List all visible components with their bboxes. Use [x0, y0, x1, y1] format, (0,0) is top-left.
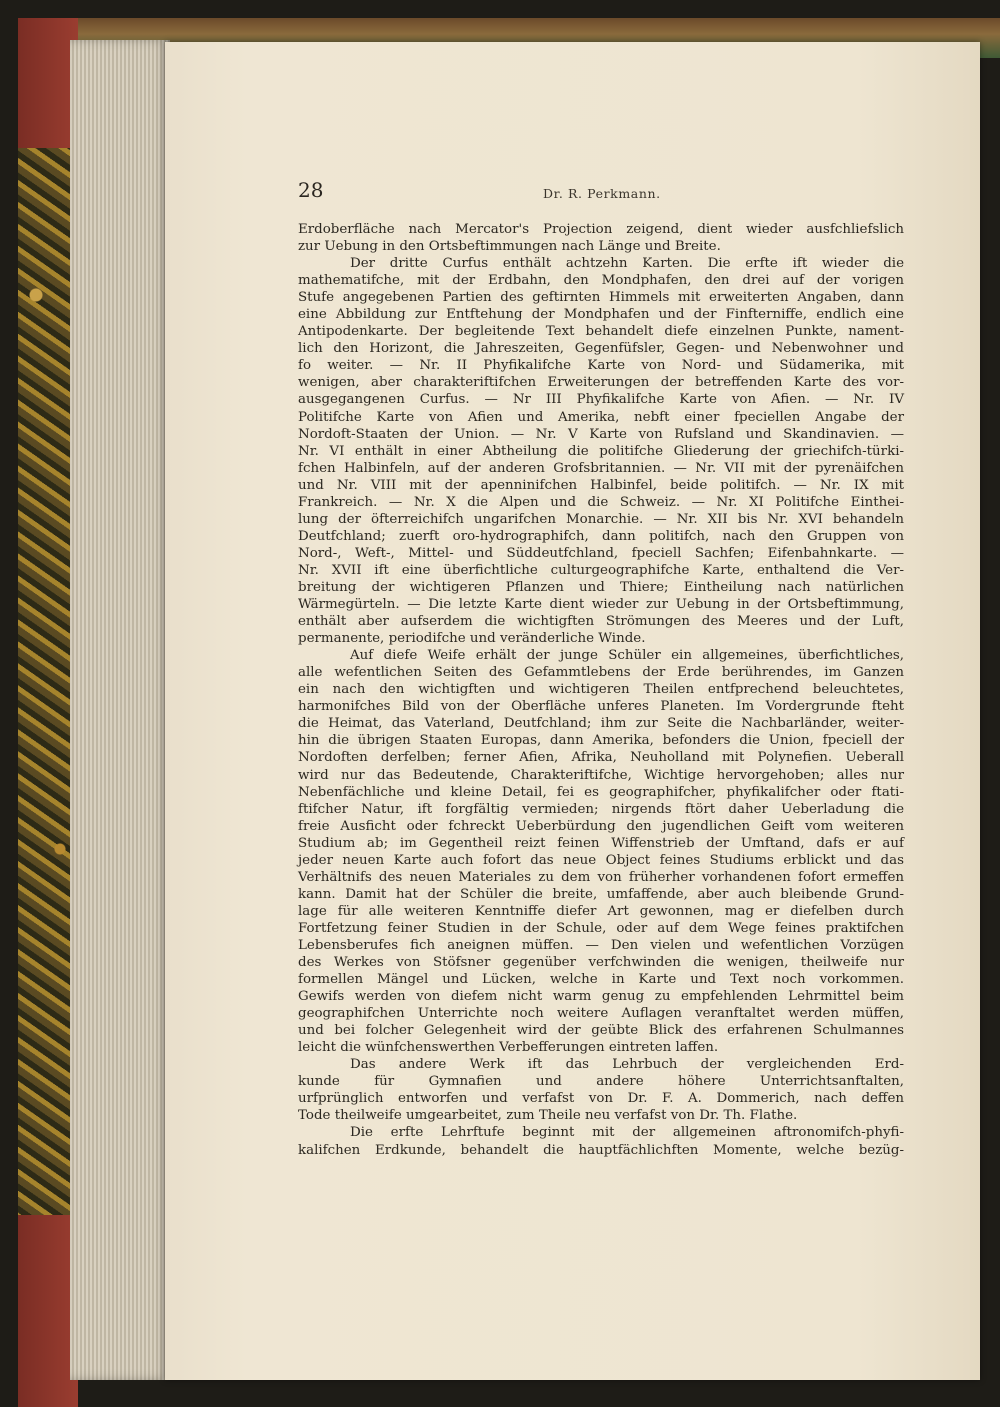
text-line: wird nur das Bedeutende, Charakteriftifche, Wichtige hervorgehoben; alles nur: [298, 767, 904, 783]
page-header: [298, 178, 904, 208]
text-line: leicht die wünfchenswerthen Verbefferungen eintreten laffen.: [298, 1040, 719, 1056]
text-line: des Werkes von Stöfsner gegenüber verfchwinden die wenigen, theilweife nur: [298, 955, 904, 971]
text-line: alle wefentlichen Seiten des Gefammtlebens der Erde berührendes, im Ganzen: [298, 665, 904, 681]
text-line: wenigen, aber charakteriftifchen Erweiterungen der betreffenden Karte des vor-: [298, 375, 904, 391]
text-line: ausgegangenen Curfus. — Nr III Phyfikalifche Karte von Afien. — Nr. IV: [298, 392, 904, 408]
text-line: eine Abbildung zur Entftehung der Mondphafen und der Finfterniffe, endlich eine: [298, 307, 904, 323]
running-head: Dr. R. Perkmann.: [543, 186, 661, 201]
text-line: Fortfetzung feiner Studien in der Schule, oder auf dem Wege feines praktifchen: [298, 920, 904, 936]
text-line: und bei folcher Gelegenheit wird der geübte Blick des erfahrenen Schulmannes: [298, 1023, 904, 1039]
text-line: formellen Mängel und Lücken, welche in Karte und Text noch vorkommen.: [298, 972, 904, 988]
text-line: permanente, periodifche und veränderliche Winde.: [298, 631, 646, 647]
text-line: urfprünglich entworfen und verfafst von Dr. F. A. Dommerich, nach deffen: [298, 1091, 904, 1107]
text-line: kunde für Gymnafien und andere höhere Unterrichtsanftalten,: [298, 1074, 904, 1090]
leather-corner-bottom: [18, 1215, 78, 1407]
text-line: Auf diefe Weife erhält der junge Schüler ein allgemeines, überfichtliches,: [350, 648, 904, 664]
text-line: Studium ab; im Gegentheil reizt feinen Wiffenstrieb der Umftand, dafs er auf: [298, 835, 904, 851]
text-line: Erdoberfläche nach Mercator's Projection zeigend, dient wieder ausfchliefslich: [298, 222, 904, 237]
text-line: die Heimat, das Vaterland, Deutfchland; ihm zur Seite die Nachbarländer, weiter-: [298, 716, 904, 732]
text-line: Die erfte Lehrftufe beginnt mit der allgemeinen aftronomifch-phyfi-: [350, 1125, 904, 1141]
text-line: hin die übrigen Staaten Europas, dann Amerika, befonders die Union, fpeciell der: [298, 733, 904, 749]
text-line: Lebensberufes fich aneignen müffen. — Den vielen und wefentlichen Vorzügen: [298, 937, 904, 953]
text-line: Tode theilweife umgearbeitet, zum Theile neu verfafst von Dr. Th. Flathe.: [298, 1108, 798, 1124]
text-line: fo weiter. — Nr. II Phyfikalifche Karte von Nord- und Südamerika, mit: [298, 358, 904, 374]
text-line: Nr. XVII ift eine überfichtliche culturgeographifche Karte, enthaltend die Ver-: [298, 562, 904, 578]
text-line: mathematifche, mit der Erdbahn, den Mondphafen, den drei auf der vorigen: [298, 273, 904, 289]
text-line: zur Uebung in den Ortsbeftimmungen nach Länge und Breite.: [298, 239, 721, 255]
text-line: breitung der wichtigeren Pflanzen und Thiere; Eintheilung nach natürlichen: [298, 579, 904, 595]
text-line: Das andere Werk ift das Lehrbuch der vergleichenden Erd-: [350, 1057, 904, 1073]
text-line: Nr. VI enthält in einer Abtheilung die politifche Gliederung der griechifch-türki-: [298, 443, 904, 459]
text-line: kalifchen Erdkunde, behandelt die hauptfächlichften Momente, welche bezüg-: [298, 1142, 904, 1158]
text-line: ftifcher Natur, ift forgfältig vermieden; nirgends ftört daher Ueberladung die: [298, 801, 904, 817]
text-line: Deutfchland; zuerft oro-hydrographifch, dann politifch, nach den Gruppen von: [298, 528, 904, 544]
page-edges: [70, 40, 170, 1380]
text-line: und Nr. VIII mit der apenninifchen Halbinfel, beide politifch. — Nr. IX mit: [298, 477, 904, 493]
text-line: Nord-, Weft-, Mittel- und Süddeutfchland, fpeciell Sachfen; Eifenbahnkarte. —: [298, 545, 904, 561]
page-number: 28: [298, 178, 324, 202]
text-line: Gewifs werden von diefem nicht warm genug zu empfehlenden Lehrmittel beim: [298, 989, 904, 1005]
text-line: kann. Damit hat der Schüler die breite, umfaffende, aber auch bleibende Grund-: [298, 886, 904, 902]
text-line: ein nach den wichtigften und wichtigeren Theilen entfprechend beleuchtetes,: [298, 682, 904, 698]
text-line: harmonifches Bild von der Oberfläche unferes Planeten. Im Vordergrunde fteht: [298, 699, 904, 715]
text-line: Antipodenkarte. Der begleitende Text behandelt diefe einzelnen Punkte, nament-: [298, 324, 904, 340]
text-line: enthält aber aufserdem die wichtigften Strömungen des Meeres und der Luft,: [298, 614, 904, 630]
marbled-cover: [18, 18, 78, 1403]
text-line: Verhältnifs des neuen Materiales zu dem von früherher vorhandenen fofort ermeffen: [298, 869, 904, 885]
text-line: Nordoften derfelben; ferner Afien, Afrika, Neuholland mit Polynefien. Ueberall: [298, 750, 904, 766]
body-text: [298, 221, 904, 1159]
text-line: lich den Horizont, die Jahreszeiten, Gegenfüfsler, Gegen- und Nebenwohner und: [298, 341, 904, 357]
text-line: lage für alle weiteren Kenntniffe diefer Art gewonnen, mag er diefelben durch: [298, 903, 904, 919]
text-line: Nebenfächliche und kleine Detail, fei es geographifcher, phyfikalifcher oder ftati-: [298, 784, 904, 800]
text-line: Wärmegürteln. — Die letzte Karte dient wieder zur Uebung in der Ortsbeftimmung,: [298, 597, 904, 613]
text-line: Frankreich. — Nr. X die Alpen und die Schweiz. — Nr. XI Politifche Einthei-: [298, 494, 904, 510]
text-line: jeder neuen Karte auch fofort das neue Object feines Studiums erblickt und das: [298, 852, 904, 868]
text-line: freie Ausficht oder fchreckt Ueberbürdung den jugendlichen Geift vom weiteren: [298, 818, 904, 834]
text-line: lung der öfterreichifch ungarifchen Monarchie. — Nr. XII bis Nr. XVI behandeln: [298, 511, 904, 527]
text-line: fchen Halbinfeln, auf der anderen Grofsbritannien. — Nr. VII mit der pyrenäifchen: [298, 460, 904, 476]
text-line: Nordoft-Staaten der Union. — Nr. V Karte von Rufsland und Skandinavien. —: [298, 426, 904, 442]
text-line: geographifchen Unterrichte noch weitere Auflagen veranftaltet werden müffen,: [298, 1006, 904, 1022]
leather-corner-top: [18, 18, 78, 148]
text-line: Politifche Karte von Afien und Amerika, nebft einer fpeciellen Angabe der: [298, 409, 904, 425]
text-line: Stufe angegebenen Partien des geftirnten Himmels mit erweiterten Angaben, dann: [298, 290, 904, 306]
text-line: Der dritte Curfus enthält achtzehn Karten. Die erfte ift wieder die: [350, 256, 904, 272]
